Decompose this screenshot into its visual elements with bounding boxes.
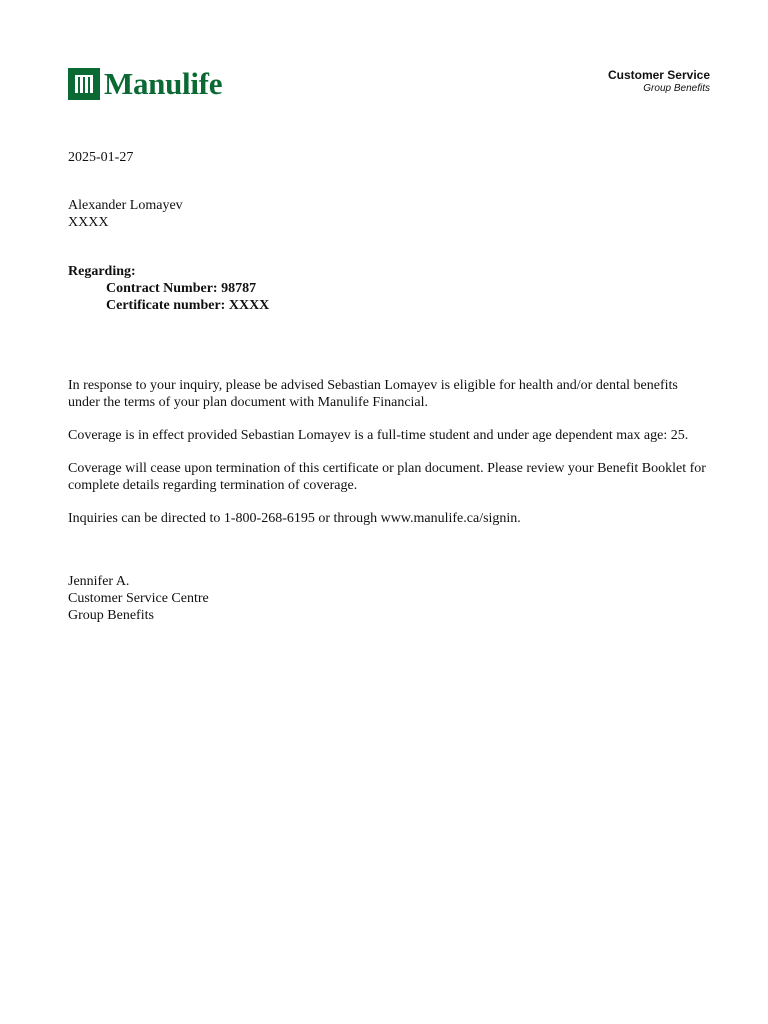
signature-division: Group Benefits [68,608,154,623]
manulife-logo-icon [68,68,100,100]
body-paragraph-inquiries: Inquiries can be directed to 1-800-268-6195 or through www.manulife.ca/signin. [68,511,521,526]
manulife-logo [68,68,222,100]
regarding-block [68,263,269,314]
department-title: Customer Service [607,68,710,82]
signature-centre: Customer Service Centre [68,591,209,606]
department-header [608,68,710,95]
letter-body [68,377,708,543]
recipient-name: Alexander Lomayev [68,198,183,213]
recipient-address: XXXX [68,215,109,230]
manulife-wordmark: Manulife [104,66,223,101]
regarding-label: Regarding: [68,264,136,279]
recipient-block [68,197,183,231]
signature-name: Jennifer A. [68,574,130,589]
signature-block [68,573,209,624]
letter-date: 2025-01-27 [68,150,134,165]
certificate-number: Certificate number: XXXX [106,298,270,313]
body-paragraph-coverage: Coverage is in effect provided Sebastian Lomayev is a full-time student and under age dependent max age: 25. [68,428,689,443]
department-subtitle: Group Benefits [643,83,710,94]
contract-number: Contract Number: 98787 [106,281,257,296]
body-paragraph-eligibility: In response to your inquiry, please be advised Sebastian Lomayev is eligible for health and/or dental benefits under the terms of your plan document with Manulife Financial. [68,378,678,410]
body-paragraph-termination: Coverage will cease upon termination of this certificate or plan document. Please review your Benefit Booklet for complete details regarding termination of coverage. [68,461,706,493]
